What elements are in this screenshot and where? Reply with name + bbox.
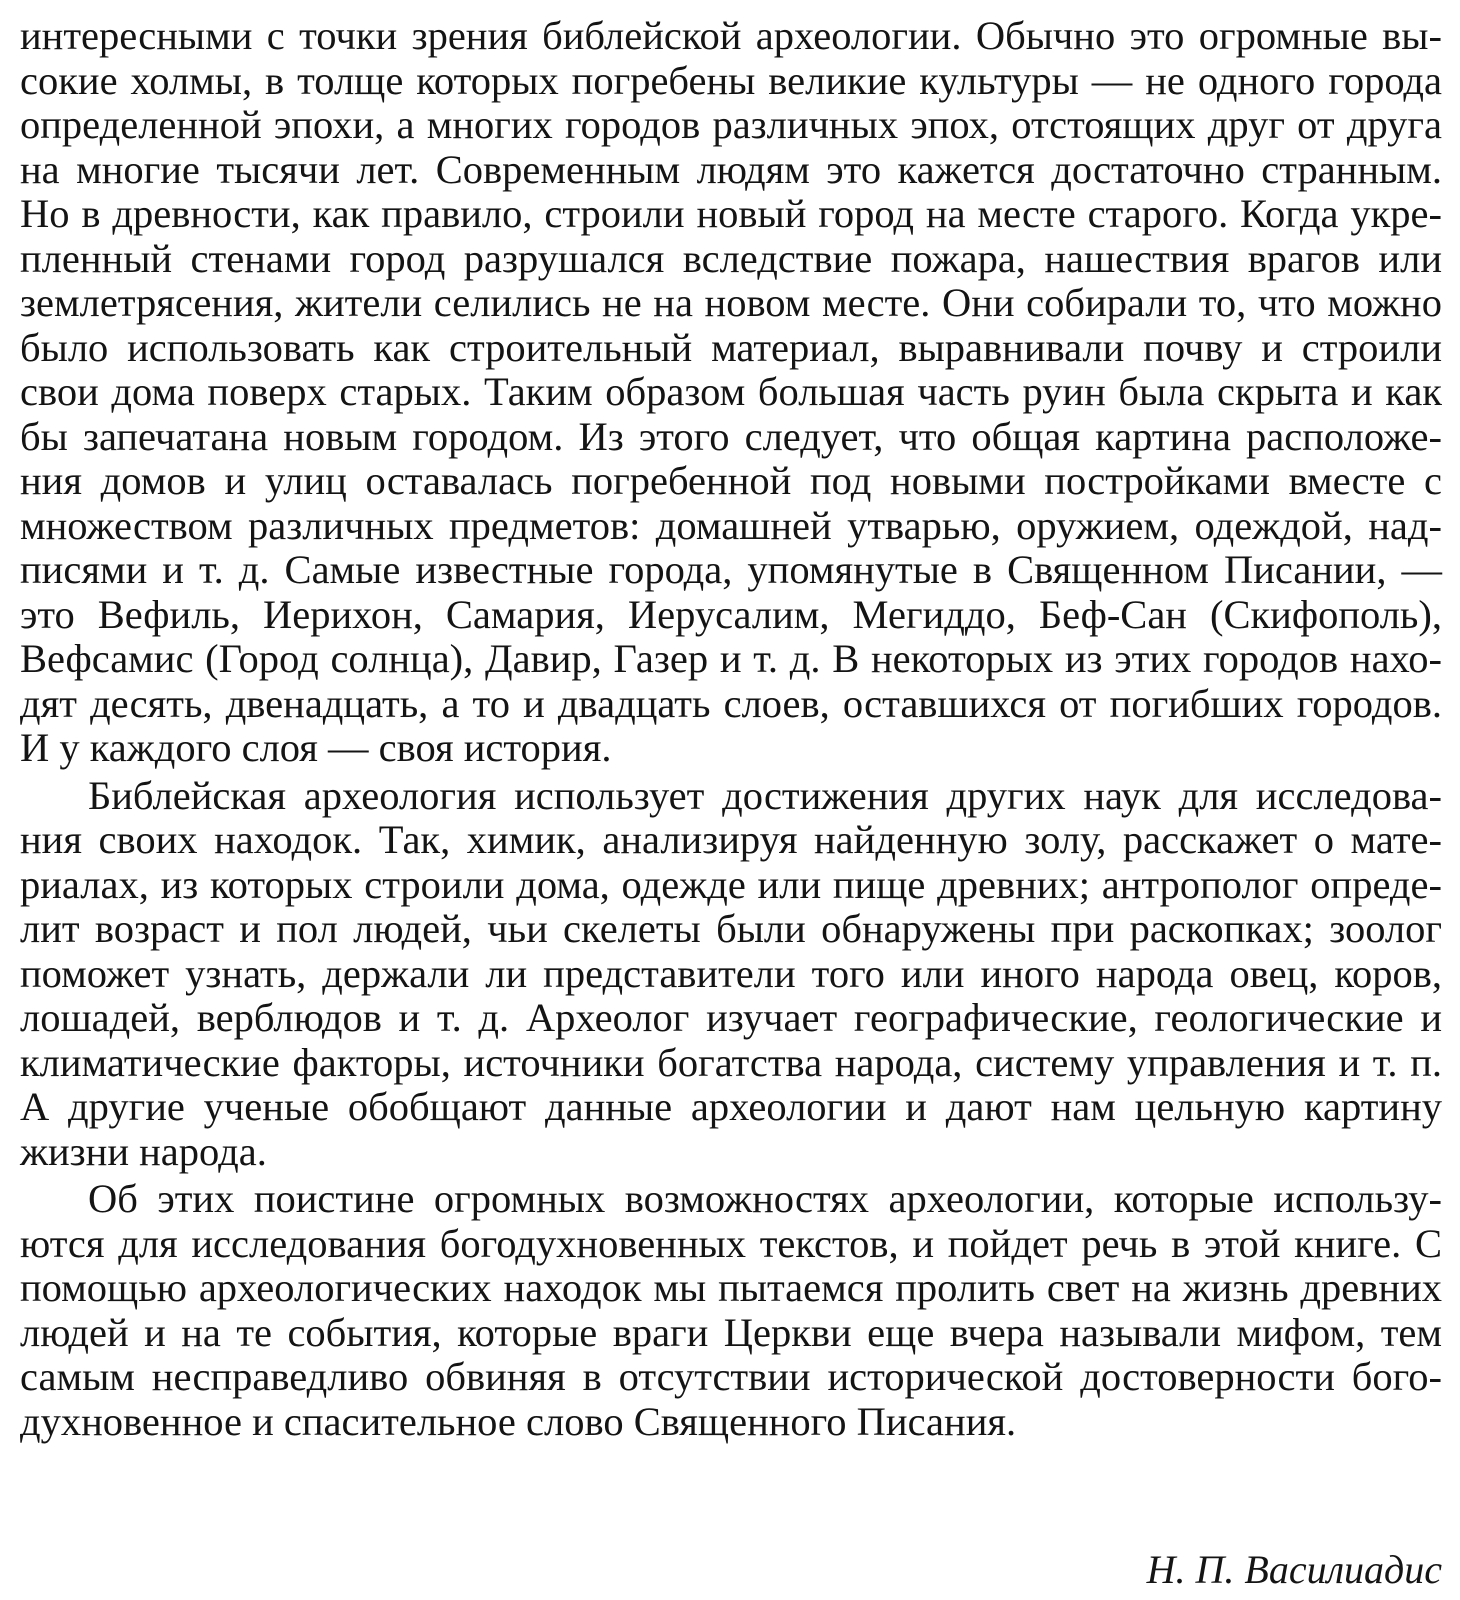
text-line: это Вефиль, Иерихон, Самария, Иерусалим, Мегиддо, Беф-Сан (Скифополь), bbox=[20, 591, 1442, 637]
text-line: лит возраст и пол людей, чьи скелеты были обнаружены при раскопках; зоолог bbox=[20, 906, 1442, 951]
paragraph bbox=[20, 774, 1442, 1175]
text-line: определенной эпохи, а многих городов различных эпох, отстоящих друг от друга bbox=[20, 102, 1442, 147]
text-line: пленный стенами город разрушался вследствие пожара, нашествия врагов или bbox=[20, 235, 1442, 281]
text-line: свои дома поверх старых. Таким образом большая часть руин была скрыта и как bbox=[20, 369, 1442, 414]
text-line: ния домов и улиц оставалась погребенной под новыми постройками вместе с bbox=[20, 458, 1442, 503]
text-line: писями и т. д. Самые известные города, упомянутые в Священном Писании, — bbox=[20, 547, 1442, 592]
text-line: дят десять, двенадцать, а то и двадцать слоев, оставшихся от погибших городов. bbox=[20, 680, 1442, 726]
text-line: риалах, из которых строили дома, одежде или пище древних; антрополог опреде- bbox=[20, 861, 1442, 907]
document-body bbox=[20, 14, 1442, 1444]
text-line: множеством различных предметов: домашней утварью, оружием, одеждой, над- bbox=[20, 502, 1442, 548]
text-line: помощью археологических находок мы пытаемся пролить свет на жизнь древних bbox=[20, 1265, 1442, 1310]
paragraph bbox=[20, 1177, 1442, 1444]
text-line: поможет узнать, держали ли представители того или иного народа овец, коров, bbox=[20, 950, 1442, 996]
text-line: сокие холмы, в толще которых погребены великие культуры — не одного города bbox=[20, 57, 1442, 103]
text-line: людей и на те события, которые враги Церкви еще вчера называли мифом, тем bbox=[20, 1309, 1442, 1355]
text-line: ются для исследования богодухновенных текстов, и пойдет речь в этой книге. С bbox=[20, 1220, 1442, 1266]
text-line: самым несправедливо обвиняя в отсутствии исторической достоверности бого- bbox=[20, 1354, 1442, 1399]
text-line: интересными с точки зрения библейской археологии. Обычно это огромные вы- bbox=[20, 13, 1442, 58]
text-line: Библейская археология использует достижения других наук для исследова- bbox=[88, 772, 1442, 818]
text-line: Об этих поистине огромных возможностях археологии, которые использу- bbox=[88, 1176, 1442, 1221]
paragraph bbox=[20, 14, 1442, 771]
text-line: жизни народа. bbox=[20, 1128, 267, 1174]
text-line: лошадей, верблюдов и т. д. Археолог изучает географические, геологические и bbox=[20, 995, 1442, 1040]
text-line: было использовать как строительный материал, выравнивали почву и строили bbox=[20, 324, 1442, 370]
text-line: Вефсамис (Город солнца), Давир, Газер и т. д. В некоторых из этих городов нахо- bbox=[20, 636, 1442, 681]
text-line: Но в древности, как правило, строили новый город на месте старого. Когда укре- bbox=[20, 191, 1442, 236]
author-signature: Н. П. Василиадис bbox=[1146, 1547, 1442, 1592]
text-line: бы запечатана новым городом. Из этого следует, что общая картина расположе- bbox=[20, 413, 1442, 459]
text-line: ния своих находок. Так, химик, анализируя найденную золу, расскажет о мате- bbox=[20, 817, 1442, 862]
text-line: землетрясения, жители селились не на новом месте. Они собирали то, что можно bbox=[20, 280, 1442, 325]
text-line: А другие ученые обобщают данные археологии и дают нам цельную картину bbox=[20, 1084, 1442, 1129]
text-line: духновенное и спасительное слово Священного Писания. bbox=[20, 1398, 1017, 1444]
text-line: на многие тысячи лет. Современным людям это кажется достаточно странным. bbox=[20, 146, 1442, 192]
text-line: климатические факторы, источники богатства народа, систему управления и т. п. bbox=[20, 1039, 1442, 1085]
text-line: И у каждого слоя — своя история. bbox=[20, 725, 612, 770]
